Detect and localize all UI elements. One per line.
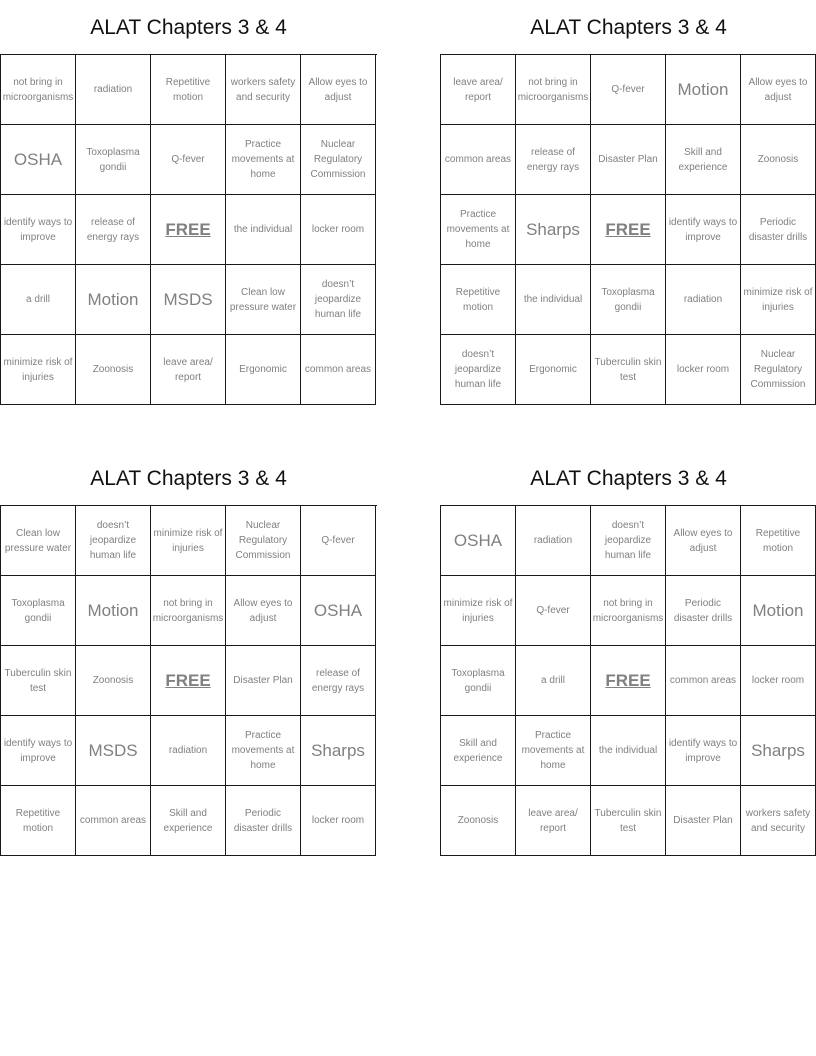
bingo-cell: release of energy rays: [516, 125, 591, 195]
bingo-cell: Repetitive motion: [741, 506, 816, 576]
bingo-cell: radiation: [76, 55, 151, 125]
bingo-cell: Practice movements at home: [226, 125, 301, 195]
bingo-cell: leave area/ report: [516, 786, 591, 856]
bingo-cell: Ergonomic: [226, 335, 301, 405]
bingo-cell: Ergonomic: [516, 335, 591, 405]
bingo-cell: identify ways to improve: [1, 195, 76, 265]
bingo-cell: radiation: [666, 265, 741, 335]
bingo-cell: doesn’t jeopardize human life: [441, 335, 516, 405]
bingo-cell: the individual: [226, 195, 301, 265]
card-title: ALAT Chapters 3 & 4: [530, 467, 727, 490]
bingo-cell: radiation: [151, 716, 226, 786]
bingo-cell: the individual: [591, 716, 666, 786]
bingo-cell: release of energy rays: [301, 646, 376, 716]
bingo-cell: radiation: [516, 506, 591, 576]
bingo-grid: [440, 54, 816, 405]
bingo-cell: Periodic disaster drills: [741, 195, 816, 265]
bingo-cell: Skill and experience: [151, 786, 226, 856]
bingo-card-top-right: [440, 14, 816, 405]
bingo-cell: Tuberculin skin test: [591, 786, 666, 856]
bingo-cell: identify ways to improve: [666, 195, 741, 265]
bingo-cell: not bring in microorganisms: [516, 55, 591, 125]
bingo-cell: Toxoplasma gondii: [76, 125, 151, 195]
bingo-cell: release of energy rays: [76, 195, 151, 265]
bingo-grid: [440, 505, 816, 856]
bingo-cell: Allow eyes to adjust: [226, 576, 301, 646]
bingo-cell: Skill and experience: [441, 716, 516, 786]
bingo-cell: OSHA: [441, 506, 516, 576]
bingo-cell: Disaster Plan: [226, 646, 301, 716]
bingo-cell: MSDS: [151, 265, 226, 335]
bingo-cell: doesn’t jeopardize human life: [76, 506, 151, 576]
bingo-cell: minimize risk of injuries: [741, 265, 816, 335]
bingo-cell: not bring in microorganisms: [591, 576, 666, 646]
bingo-cell: OSHA: [1, 125, 76, 195]
bingo-cell: Allow eyes to adjust: [741, 55, 816, 125]
bingo-cell: Zoonosis: [76, 646, 151, 716]
bingo-cell: Nuclear Regulatory Commission: [226, 506, 301, 576]
bingo-cell: Allow eyes to adjust: [301, 55, 376, 125]
bingo-cell: Zoonosis: [76, 335, 151, 405]
bingo-cell: leave area/ report: [441, 55, 516, 125]
bingo-cell: the individual: [516, 265, 591, 335]
bingo-cell: Toxoplasma gondii: [1, 576, 76, 646]
bingo-cell: locker room: [666, 335, 741, 405]
bingo-cell-free: FREE: [591, 195, 666, 265]
bingo-grid: [0, 54, 377, 405]
bingo-cell: leave area/ report: [151, 335, 226, 405]
bingo-cell: Motion: [666, 55, 741, 125]
bingo-cell: Disaster Plan: [591, 125, 666, 195]
bingo-cell: OSHA: [301, 576, 376, 646]
bingo-cell: workers safety and security: [741, 786, 816, 856]
bingo-cell: locker room: [301, 786, 376, 856]
bingo-cell: Periodic disaster drills: [666, 576, 741, 646]
bingo-cell: doesn’t jeopardize human life: [591, 506, 666, 576]
bingo-cell: Zoonosis: [441, 786, 516, 856]
bingo-cell: Motion: [741, 576, 816, 646]
bingo-cell: Practice movements at home: [226, 716, 301, 786]
bingo-cell: Allow eyes to adjust: [666, 506, 741, 576]
bingo-cell: Periodic disaster drills: [226, 786, 301, 856]
bingo-cell: common areas: [301, 335, 376, 405]
bingo-cell: Practice movements at home: [516, 716, 591, 786]
bingo-card-bottom-left: [0, 465, 377, 856]
bingo-cell: common areas: [76, 786, 151, 856]
bingo-cell-free: FREE: [591, 646, 666, 716]
bingo-cell: identify ways to improve: [666, 716, 741, 786]
bingo-cell: Sharps: [741, 716, 816, 786]
bingo-cell-free: FREE: [151, 646, 226, 716]
bingo-cell-free: FREE: [151, 195, 226, 265]
card-title: ALAT Chapters 3 & 4: [90, 467, 287, 490]
bingo-cell: Disaster Plan: [666, 786, 741, 856]
bingo-cell: Clean low pressure water: [226, 265, 301, 335]
bingo-card-bottom-right: [440, 465, 816, 856]
bingo-grid: [0, 505, 377, 856]
bingo-cell: Repetitive motion: [151, 55, 226, 125]
bingo-cell: not bring in microorganisms: [151, 576, 226, 646]
bingo-cell: minimize risk of injuries: [151, 506, 226, 576]
bingo-cell: Tuberculin skin test: [591, 335, 666, 405]
bingo-cell: Q-fever: [516, 576, 591, 646]
bingo-cell: Zoonosis: [741, 125, 816, 195]
bingo-cell: Q-fever: [151, 125, 226, 195]
bingo-cell: Nuclear Regulatory Commission: [741, 335, 816, 405]
bingo-cell: Toxoplasma gondii: [591, 265, 666, 335]
bingo-cell: common areas: [441, 125, 516, 195]
bingo-cell: Sharps: [516, 195, 591, 265]
bingo-cell: Repetitive motion: [1, 786, 76, 856]
bingo-cell: a drill: [1, 265, 76, 335]
bingo-cell: Motion: [76, 265, 151, 335]
bingo-cell: locker room: [741, 646, 816, 716]
bingo-cell: locker room: [301, 195, 376, 265]
bingo-cell: Toxoplasma gondii: [441, 646, 516, 716]
bingo-cell: Sharps: [301, 716, 376, 786]
bingo-cell: not bring in microorganisms: [1, 55, 76, 125]
bingo-cell: Motion: [76, 576, 151, 646]
bingo-cell: Skill and experience: [666, 125, 741, 195]
bingo-cell: Repetitive motion: [441, 265, 516, 335]
bingo-card-top-left: [0, 14, 377, 405]
bingo-cell: Q-fever: [591, 55, 666, 125]
bingo-cell: MSDS: [76, 716, 151, 786]
bingo-cell: Tuberculin skin test: [1, 646, 76, 716]
bingo-cell: workers safety and security: [226, 55, 301, 125]
bingo-cell: Practice movements at home: [441, 195, 516, 265]
bingo-cell: Clean low pressure water: [1, 506, 76, 576]
bingo-cell: minimize risk of injuries: [1, 335, 76, 405]
card-title: ALAT Chapters 3 & 4: [90, 16, 287, 39]
card-title: ALAT Chapters 3 & 4: [530, 16, 727, 39]
bingo-cell: doesn’t jeopardize human life: [301, 265, 376, 335]
bingo-cell: Nuclear Regulatory Commission: [301, 125, 376, 195]
bingo-cell: a drill: [516, 646, 591, 716]
bingo-cell: common areas: [666, 646, 741, 716]
bingo-cell: minimize risk of injuries: [441, 576, 516, 646]
bingo-cell: Q-fever: [301, 506, 376, 576]
bingo-cell: identify ways to improve: [1, 716, 76, 786]
